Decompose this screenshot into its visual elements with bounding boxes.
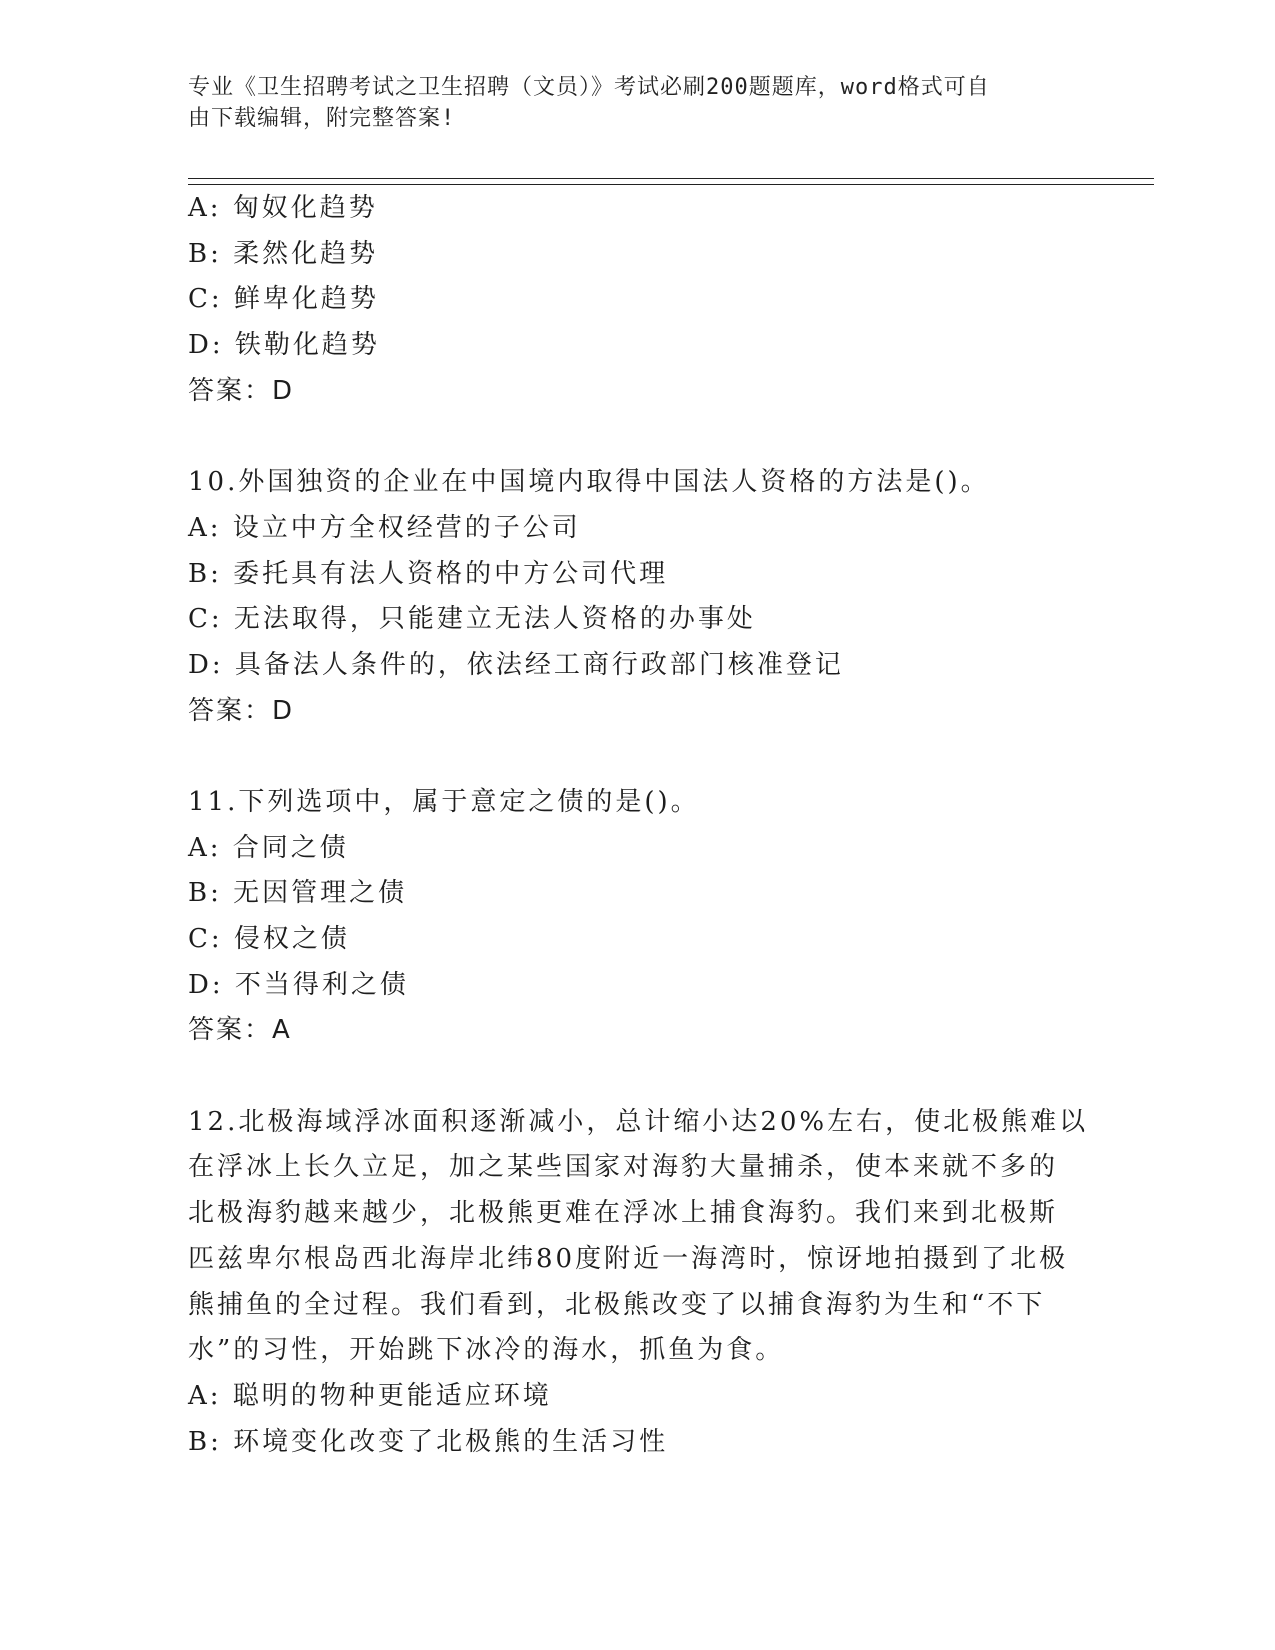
q10-stem: 10.外国独资的企业在中国境内取得中国法人资格的方法是()。 (188, 467, 990, 498)
q10-option-b: B: 委托具有法人资格的中方公司代理 (188, 558, 669, 589)
prev-option-b: B: 柔然化趋势 (188, 238, 379, 269)
spacer (188, 734, 1088, 780)
prev-option-a: A: 匈奴化趋势 (188, 193, 378, 223)
spacer (188, 414, 1088, 460)
q11-stem: 11.下列选项中，属于意定之债的是()。 (188, 786, 700, 817)
q12-option-b: B: 环境变化改变了北极熊的生活习性 (188, 1426, 669, 1457)
header-line-1: 专业《卫生招聘考试之卫生招聘（文员）》考试必刷200题题库，word格式可自 (188, 75, 990, 100)
header-divider-top (188, 178, 1154, 179)
q12-stem-line-6: 水”的习性，开始跳下冰冷的海水，抓鱼为食。 (188, 1335, 785, 1366)
q11-option-d: D: 不当得利之债 (188, 969, 409, 1000)
prev-option-d: D: 铁勒化趋势 (188, 330, 380, 361)
q11-answer: 答案：A (188, 1015, 292, 1046)
header-divider-bottom (188, 184, 1154, 185)
question-content (188, 186, 1088, 1465)
spacer (188, 1054, 1088, 1100)
q10-option-d: D: 具备法人条件的，依法经工商行政部门核准登记 (188, 649, 844, 680)
q10-answer: 答案：D (188, 695, 295, 726)
q12-stem-line-3: 北极海豹越来越少，北极熊更难在浮冰上捕食海豹。我们来到北极斯 (188, 1198, 1059, 1229)
prev-answer: 答案：D (188, 375, 295, 406)
document-header (188, 72, 1068, 134)
q10-option-c: C: 无法取得，只能建立无法人资格的办事处 (188, 604, 756, 635)
q11-option-c: C: 侵权之债 (188, 924, 350, 954)
q12-option-a: A: 聪明的物种更能适应环境 (188, 1380, 552, 1411)
header-line-2: 由下载编辑，附完整答案! (188, 106, 456, 131)
q12-stem-line-4: 匹兹卑尔根岛西北海岸北纬80度附近一海湾时，惊讶地拍摄到了北极 (188, 1243, 1069, 1274)
q11-option-b: B: 无因管理之债 (188, 878, 408, 909)
q10-option-a: A: 设立中方全权经营的子公司 (188, 512, 581, 543)
q11-option-a: A: 合同之债 (188, 832, 349, 863)
prev-option-c: C: 鲜卑化趋势 (188, 284, 379, 315)
q12-stem-line-5: 熊捕鱼的全过程。我们看到，北极熊改变了以捕食海豹为生和“不下 (188, 1289, 1046, 1320)
q12-stem-line-1: 12.北极海域浮冰面积逐渐减小，总计缩小达20%左右，使北极熊难以 (188, 1106, 1089, 1137)
q12-stem-line-2: 在浮冰上长久立足，加之某些国家对海豹大量捕杀，使本来就不多的 (188, 1152, 1059, 1183)
